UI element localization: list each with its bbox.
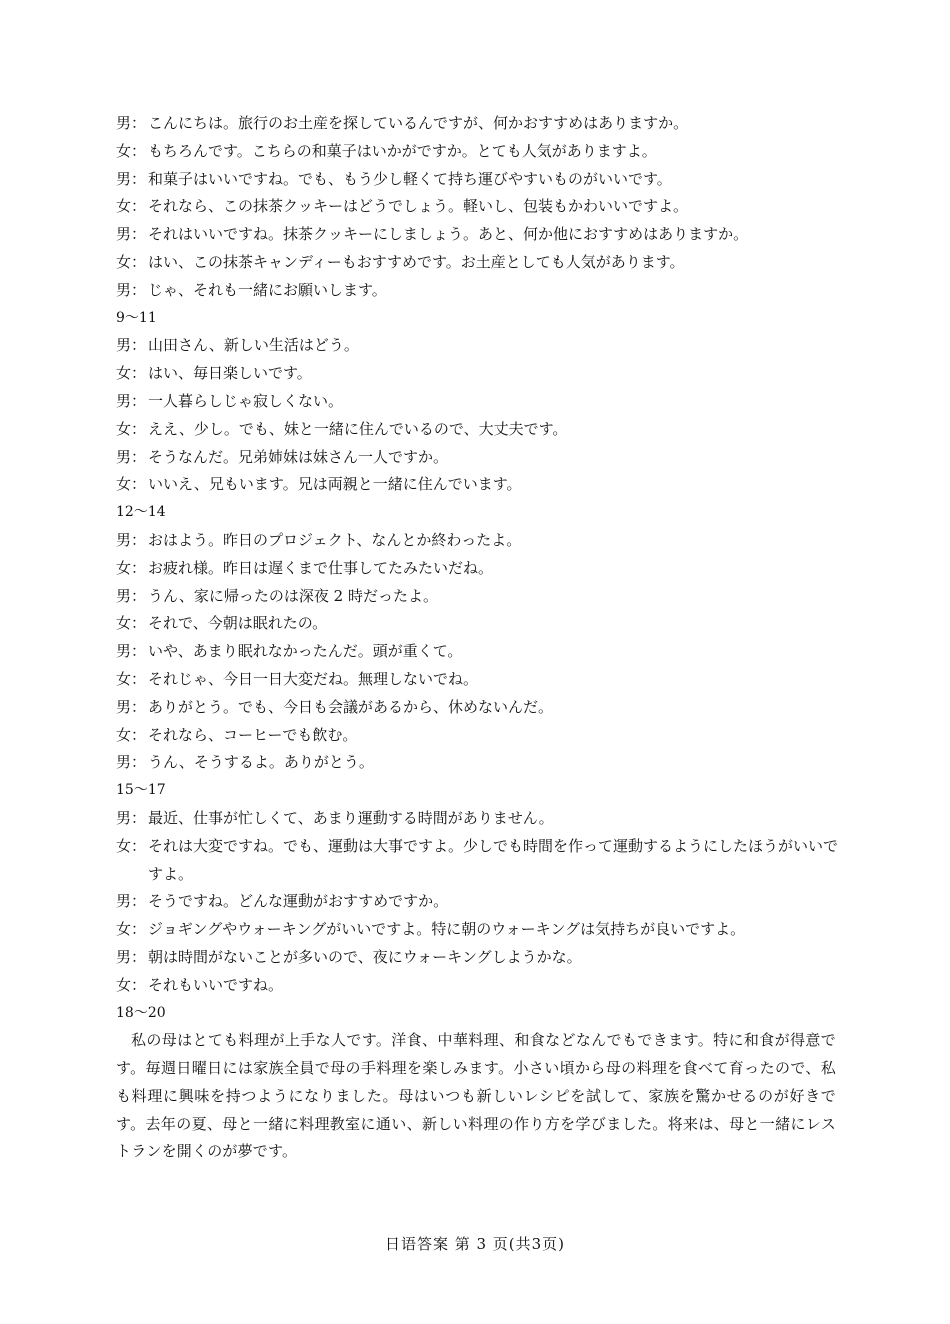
speech-text: ありがとう。でも、今日も会議があるから、休めないんだ。 [148, 697, 554, 716]
section-number: 18～20 [116, 1004, 166, 1021]
speech-text: うん、そうするよ。ありがとう。 [148, 753, 374, 772]
dialogue-line [116, 916, 846, 944]
speaker-label: 女： [116, 614, 147, 633]
dialogue-line [116, 972, 846, 1000]
speech-text: 山田さん、新しい生活はどう。 [148, 336, 359, 355]
dialogue-line [116, 360, 846, 388]
dialogue-12-14 [116, 527, 846, 777]
dialogue-line [116, 527, 846, 555]
speaker-label: 女： [116, 669, 147, 688]
speech-text: そうですね。どんな運動がおすすめですか。 [148, 892, 449, 911]
dialogue-line [116, 193, 846, 221]
speaker-label: 女： [116, 364, 147, 383]
speaker-label: 男： [116, 225, 147, 244]
speech-text: 最近、仕事が忙しくて、あまり運動する時間がありません。 [148, 808, 554, 827]
speaker-label: 女： [116, 975, 147, 994]
dialogue-line [116, 110, 846, 138]
dialogue-line [116, 610, 846, 638]
speech-text: じゃ、それも一緒にお願いします。 [148, 280, 387, 299]
dialogue-line [116, 471, 846, 499]
speech-text: そうなんだ。兄弟姉妹は妹さん一人ですか。 [148, 447, 449, 466]
dialogue-line [116, 583, 846, 611]
speech-text: それなら、コーヒーでも飲む。 [148, 725, 358, 744]
dialogue-line [116, 555, 846, 583]
document-body [116, 110, 846, 1166]
speech-text: それなら、この抹茶クッキーはどうでしょう。軽いし、包装もかわいいですよ。 [148, 197, 689, 216]
speaker-label: 男： [116, 530, 147, 549]
dialogue-line [116, 138, 846, 166]
dialogue-9-11 [116, 332, 846, 499]
dialogue-line [116, 638, 846, 666]
speaker-label: 女： [116, 725, 147, 744]
speaker-label: 男： [116, 586, 147, 605]
speech-text: いや、あまり眠れなかったんだ。頭が重くて。 [148, 642, 463, 661]
passage-paragraph: 私の母はとても料理が上手な人です。洋食、中華料理、和食などなんでもできます。特に和食が得意です。毎週日曜日には家族全員で母の手料理を楽しみます。小さい頃から母の料理を食べて育ったので、私も料理に興味を持つようになりました。母はいつも新しいレシピを試して、家族を驚かせるのが好きです。去年の夏、母と一緒に料理教室に通い、新しい料理の作り方を学びました。将来は、母と一緒にレストランを開くのが夢です。 [116, 1031, 836, 1161]
speech-text: 朝は時間がないことが多いので、夜にウォーキングしようかな。 [148, 947, 582, 966]
speaker-label: 男： [116, 114, 147, 132]
speech-text: はい、この抹茶キャンディーもおすすめです。お土産としても人気があります。 [148, 252, 685, 271]
speech-text: 和菓子はいいですね。でも、もう少し軽くて持ち運びやすいものがいいです。 [148, 169, 672, 188]
speech-text: それで、今朝は眠れたの。 [148, 614, 328, 633]
speaker-label: 男： [116, 391, 147, 410]
speaker-label: 女： [116, 920, 147, 939]
speech-text: それはいいですね。抹茶クッキーにしましょう。あと、何か他におすすめはありますか。 [148, 225, 749, 244]
speech-text: ええ、少し。でも、妹と一緒に住んでいるので、大丈夫です。 [148, 419, 568, 438]
speech-text: おはよう。昨日のプロジェクト、なんとか終わったよ。 [148, 530, 522, 549]
speech-text: ジョギングやウォーキングがいいですよ。特に朝のウォーキングは気持ちが良いですよ。 [148, 920, 746, 939]
speaker-label: 男： [116, 808, 147, 827]
dialogue-line [116, 277, 846, 305]
speaker-label: 女： [116, 141, 147, 160]
dialogue-line [116, 944, 846, 972]
speaker-label: 女： [116, 836, 147, 855]
dialogue-line [116, 444, 846, 472]
dialogue-line [116, 805, 846, 833]
dialogue-line [116, 888, 846, 916]
speech-text: それじゃ、今日一日大変だね。無理しないでね。 [148, 669, 479, 688]
dialogue-line [116, 249, 846, 277]
dialogue-line [116, 221, 846, 249]
dialogue-line [116, 722, 846, 750]
speaker-label: 男： [116, 447, 147, 466]
page-footer: 日语答案 第 3 页(共3页) [384, 1235, 566, 1253]
dialogue-line [116, 388, 846, 416]
speaker-label: 男： [116, 947, 147, 966]
speech-text: それは大変ですね。でも、運動は大事ですよ。少しでも時間を作って運動するようにしたほうがいいですよ。 [148, 836, 839, 883]
speaker-label: 男： [116, 169, 147, 188]
speaker-label: 女： [116, 252, 147, 271]
section-number: 9～11 [116, 309, 157, 326]
speaker-label: 女： [116, 475, 147, 494]
speech-text: はい、毎日楽しいです。 [148, 364, 312, 383]
speech-text: こんにちは。旅行のお土産を探しているんですが、何かおすすめはありますか。 [148, 114, 689, 132]
dialogue-line [116, 749, 846, 777]
dialogue-line [116, 416, 846, 444]
speaker-label: 男： [116, 697, 147, 716]
dialogue-part1 [116, 110, 846, 305]
dialogue-line [116, 332, 846, 360]
speaker-label: 女： [116, 419, 147, 438]
speaker-label: 男： [116, 753, 147, 772]
dialogue-line [116, 666, 846, 694]
section-number: 12～14 [116, 504, 166, 521]
speech-text: 一人暮らしじゃ寂しくない。 [148, 391, 344, 410]
speaker-label: 男： [116, 892, 147, 911]
dialogue-line [116, 166, 846, 194]
speaker-label: 女： [116, 558, 147, 577]
dialogue-15-17 [116, 805, 846, 1000]
speech-text: それもいいですね。 [148, 975, 284, 994]
speaker-label: 女： [116, 197, 147, 216]
dialogue-line [116, 833, 846, 889]
section-number: 15～17 [116, 782, 166, 799]
speaker-label: 男： [116, 642, 147, 661]
speech-text: いいえ、兄もいます。兄は両親と一緒に住んでいます。 [148, 475, 522, 494]
speech-text: お疲れ様。昨日は遅くまで仕事してたみたいだね。 [148, 558, 494, 577]
dialogue-line [116, 694, 846, 722]
speaker-label: 男： [116, 336, 147, 355]
speech-text: もちろんです。こちらの和菓子はいかがですか。とても人気がありますよ。 [148, 141, 657, 160]
speaker-label: 男： [116, 280, 147, 299]
speech-text: うん、家に帰ったのは深夜 2 時だったよ。 [148, 586, 438, 605]
